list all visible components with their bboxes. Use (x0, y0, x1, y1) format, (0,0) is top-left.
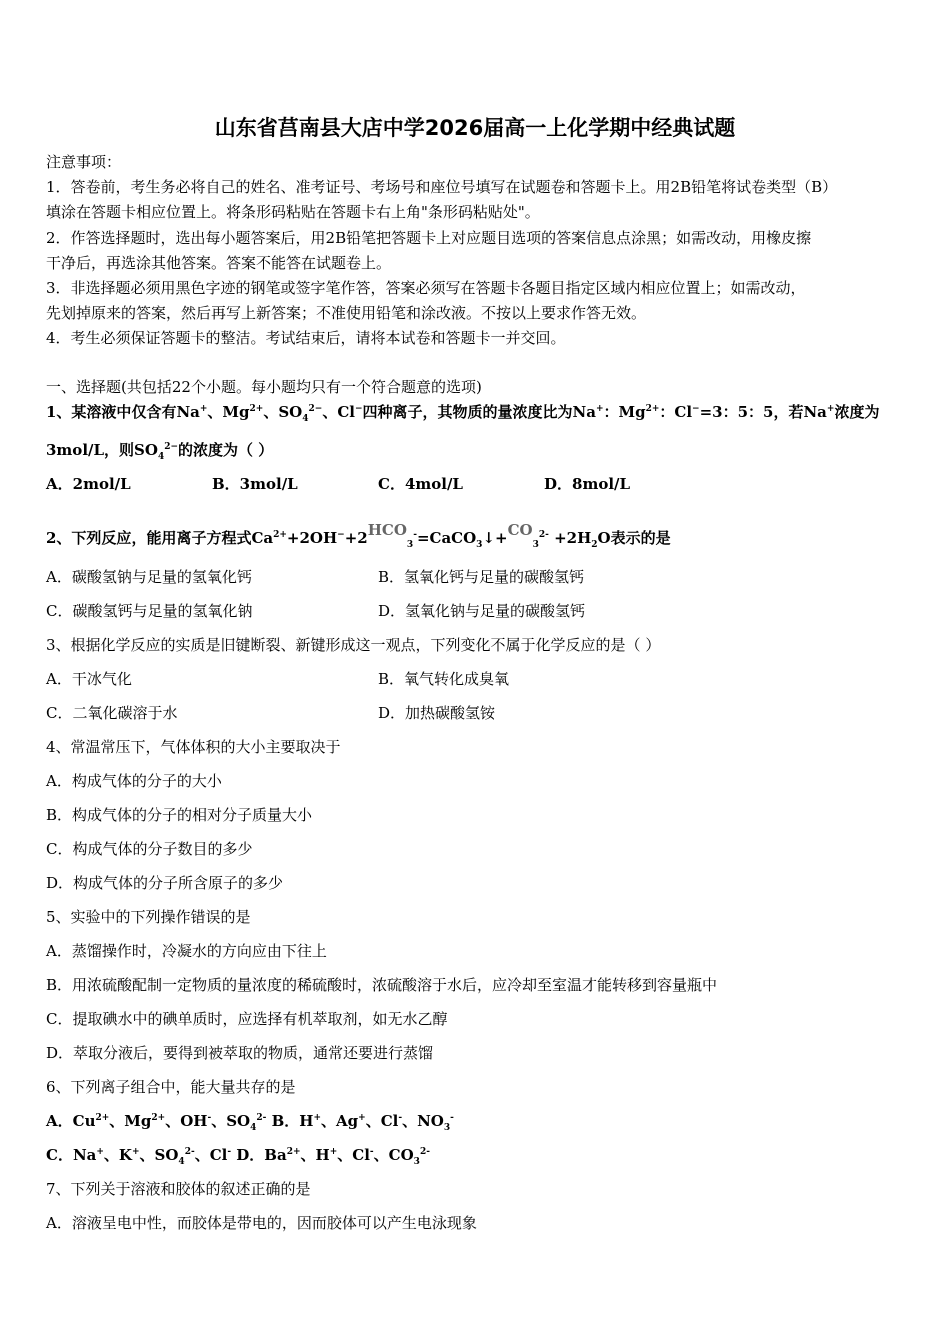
text-segment: CO (507, 521, 533, 539)
text-segment: D．构成气体的分子所含原子的多少 (46, 874, 284, 892)
text-line (46, 1145, 430, 1165)
text-segment: 一、选择题(共包括22个小题。每小题均只有一个符合题意的选项) (46, 378, 482, 396)
text-segment: + (96, 1147, 104, 1157)
text-segment: 、Mg (109, 1112, 152, 1130)
text-segment: 的浓度为（ ） (178, 441, 274, 459)
text-line (46, 152, 121, 172)
text-segment: ：Cl (659, 403, 693, 421)
text-segment: 4、常温常压下，气体体积的大小主要取决于 (46, 738, 341, 756)
text-line (46, 1213, 477, 1233)
text-line (46, 328, 566, 348)
text-segment: 、Cl (365, 1112, 399, 1130)
text-segment: + (329, 1147, 338, 1157)
text-segment: +2H (548, 529, 592, 547)
text-segment: 4 (178, 1157, 185, 1167)
text-segment: 3 (476, 540, 483, 550)
text-segment: 、Ag (321, 1112, 359, 1130)
text-segment: - (450, 1113, 454, 1123)
text-segment: − (337, 530, 345, 540)
text-line (46, 1009, 447, 1029)
text-segment: - (227, 1147, 232, 1157)
text-segment: 、SO (211, 1112, 251, 1130)
text-line (46, 402, 879, 422)
text-segment: 6、下列离子组合中，能大量共存的是 (46, 1078, 296, 1096)
text-segment: 3 (406, 540, 414, 550)
text-segment: 2+ (95, 1113, 110, 1123)
text-segment: + (131, 1147, 140, 1157)
answer-option: B．氧气转化成臭氧 (378, 670, 510, 688)
text-segment: D．Ba (231, 1146, 287, 1164)
text-segment: 、H (300, 1146, 330, 1164)
text-line (46, 1043, 433, 1063)
text-segment: 2+ (645, 404, 660, 414)
text-segment: 3 (413, 1157, 420, 1167)
text-segment: A．蒸馏操作时，冷凝水的方向应由下往上 (46, 942, 327, 960)
text-segment: 填涂在答题卡相应位置上。将条形码粘贴在答题卡右上角"条形码粘贴处"。 (46, 203, 540, 221)
text-segment: 2、下列反应，能用离子方程式Ca (46, 529, 274, 547)
text-segment: + (313, 1113, 321, 1123)
answer-option: D．氢氧化钠与足量的碳酸氢钙 (378, 602, 586, 620)
text-segment: =3：5：5，若Na (699, 403, 827, 421)
text-segment: C．构成气体的分子数目的多少 (46, 840, 253, 858)
text-segment: 、K (103, 1146, 132, 1164)
text-segment: 1、某溶液中仅含有Na (46, 403, 200, 421)
text-segment: O表示的是 (597, 529, 671, 547)
text-segment: − (354, 404, 363, 414)
text-line (46, 1179, 311, 1199)
text-segment: 4 (302, 414, 309, 424)
text-line (46, 805, 312, 825)
text-segment: ：Mg (603, 403, 646, 421)
text-segment: 2− (164, 442, 179, 452)
text-segment: + (595, 404, 604, 414)
text-segment: +2OH (286, 529, 338, 547)
text-line (46, 278, 806, 298)
text-segment: + (199, 404, 208, 414)
text-segment: C．提取碘水中的碘单质时，应选择有机萃取剂，如无水乙醇 (46, 1010, 448, 1028)
text-line (46, 440, 273, 460)
text-segment: - (207, 1113, 212, 1123)
text-line (46, 520, 671, 548)
text-segment: 5、实验中的下列操作错误的是 (46, 908, 251, 926)
answer-option: C．4mol/L (378, 475, 463, 493)
text-segment: 2 (591, 540, 598, 550)
text-line (46, 737, 341, 757)
text-segment: HCO (367, 521, 407, 539)
text-segment: 四种离子，其物质的量浓度比为Na (362, 403, 596, 421)
text-segment: B．构成气体的分子的相对分子质量大小 (46, 806, 313, 824)
text-line (46, 377, 482, 397)
text-line (46, 839, 252, 859)
text-segment: 4 (250, 1123, 257, 1133)
text-segment: 、SO (139, 1146, 179, 1164)
text-segment: 1．答卷前，考生务必将自己的姓名、准考证号、考场号和座位号填写在试题卷和答题卡上。用2B铅笔将试卷类型（B） (46, 178, 838, 196)
text-segment: ↓+ (482, 529, 508, 547)
text-segment: 3．非选择题必须用黑色字迹的钢笔或签字笔作答，答案必须写在答题卡各题目指定区域内相应位置上；如需改动， (46, 279, 806, 297)
text-segment: A．Cu (46, 1112, 96, 1130)
text-segment: 2+ (286, 1147, 301, 1157)
text-segment: 7、下列关于溶液和胶体的叙述正确的是 (46, 1180, 311, 1198)
text-line (46, 177, 837, 197)
text-line (46, 941, 327, 961)
answer-option: D．8mol/L (544, 475, 631, 493)
text-segment: A．溶液呈电中性，而胶体是带电的，因而胶体可以产生电泳现象 (46, 1214, 477, 1232)
text-segment: 浓度为 (834, 403, 880, 421)
text-segment: 2+ (249, 404, 264, 414)
text-line (46, 228, 811, 248)
text-segment: 3mol/L，则SO (46, 441, 158, 459)
text-segment: 3、根据化学反应的实质是旧键断裂、新键形成这一观点，下列变化不属于化学反应的是（ ） (46, 636, 661, 654)
text-segment: 、SO (263, 403, 303, 421)
text-segment: − (692, 404, 700, 414)
page-title: 山东省莒南县大店中学2026届高一上化学期中经典试题 (214, 116, 736, 140)
text-line (46, 253, 391, 273)
text-segment: B．用浓硫酸配制一定物质的量浓度的稀硫酸时，浓硫酸溶于水后，应冷却至室温才能转移到容量瓶中 (46, 976, 718, 994)
text-segment: +2 (344, 529, 368, 547)
answer-option: B．3mol/L (212, 475, 298, 493)
text-segment: 、Cl (194, 1146, 228, 1164)
text-segment: - (369, 1147, 374, 1157)
text-segment: A．构成气体的分子的大小 (46, 772, 222, 790)
text-segment: - (413, 530, 417, 540)
text-segment: + (826, 404, 835, 414)
answer-option: A．2mol/L (46, 475, 131, 493)
text-segment: 2- (538, 530, 549, 540)
text-segment: 2+ (151, 1113, 166, 1123)
answer-option: C．碳酸氢钙与足量的氢氧化钠 (46, 602, 253, 620)
text-segment: 3 (443, 1123, 451, 1133)
text-segment: D．萃取分液后，要得到被萃取的物质，通常还要进行蒸馏 (46, 1044, 434, 1062)
text-line (46, 771, 222, 791)
text-segment: 、Cl (337, 1146, 370, 1164)
answer-option: D．加热碳酸氢铵 (378, 704, 496, 722)
answer-option: A．碳酸氢钠与足量的氢氧化钙 (46, 568, 252, 586)
answer-option: A．干冰气化 (46, 670, 132, 688)
text-segment: 4．考生必须保证答题卡的整洁。考试结束后，请将本试卷和答题卡一并交回。 (46, 329, 566, 347)
text-segment: 2- (184, 1147, 195, 1157)
text-segment: 、CO (373, 1146, 414, 1164)
text-segment: 、OH (165, 1112, 208, 1130)
text-line (46, 1111, 454, 1131)
text-segment: 2- (256, 1113, 267, 1123)
answer-option: C．二氧化碳溶于水 (46, 704, 178, 722)
text-segment: 、Cl (322, 403, 355, 421)
text-segment: 4 (157, 452, 165, 462)
text-segment: - (398, 1113, 403, 1123)
text-segment: 2．作答选择题时，选出每小题答案后，用2B铅笔把答题卡上对应题目选项的答案信息点涂黑；如需改动，用橡皮擦 (46, 229, 812, 247)
answer-option: B．氢氧化钙与足量的碳酸氢钙 (378, 568, 585, 586)
text-segment: 、NO (402, 1112, 444, 1130)
text-line (46, 202, 540, 222)
text-segment: =CaCO (416, 529, 477, 547)
text-segment: 先划掉原来的答案，然后再写上新答案；不准使用铅笔和涂改液。不按以上要求作答无效。 (46, 304, 647, 322)
text-segment: 干净后，再选涂其他答案。答案不能答在试题卷上。 (46, 254, 392, 272)
text-segment: + (358, 1113, 366, 1123)
text-segment: 2− (308, 404, 323, 414)
text-segment: B．H (266, 1112, 314, 1130)
text-line (46, 975, 717, 995)
text-segment: 注意事项： (46, 153, 122, 171)
text-segment: C．Na (46, 1146, 97, 1164)
text-segment: 2+ (273, 530, 287, 540)
text-segment: 3 (532, 540, 539, 550)
text-line (46, 303, 646, 323)
text-segment: 、Mg (207, 403, 250, 421)
text-segment: 2- (419, 1147, 430, 1157)
text-line (46, 873, 283, 893)
text-line (46, 907, 251, 927)
text-line (46, 635, 660, 655)
text-line (46, 1077, 296, 1097)
